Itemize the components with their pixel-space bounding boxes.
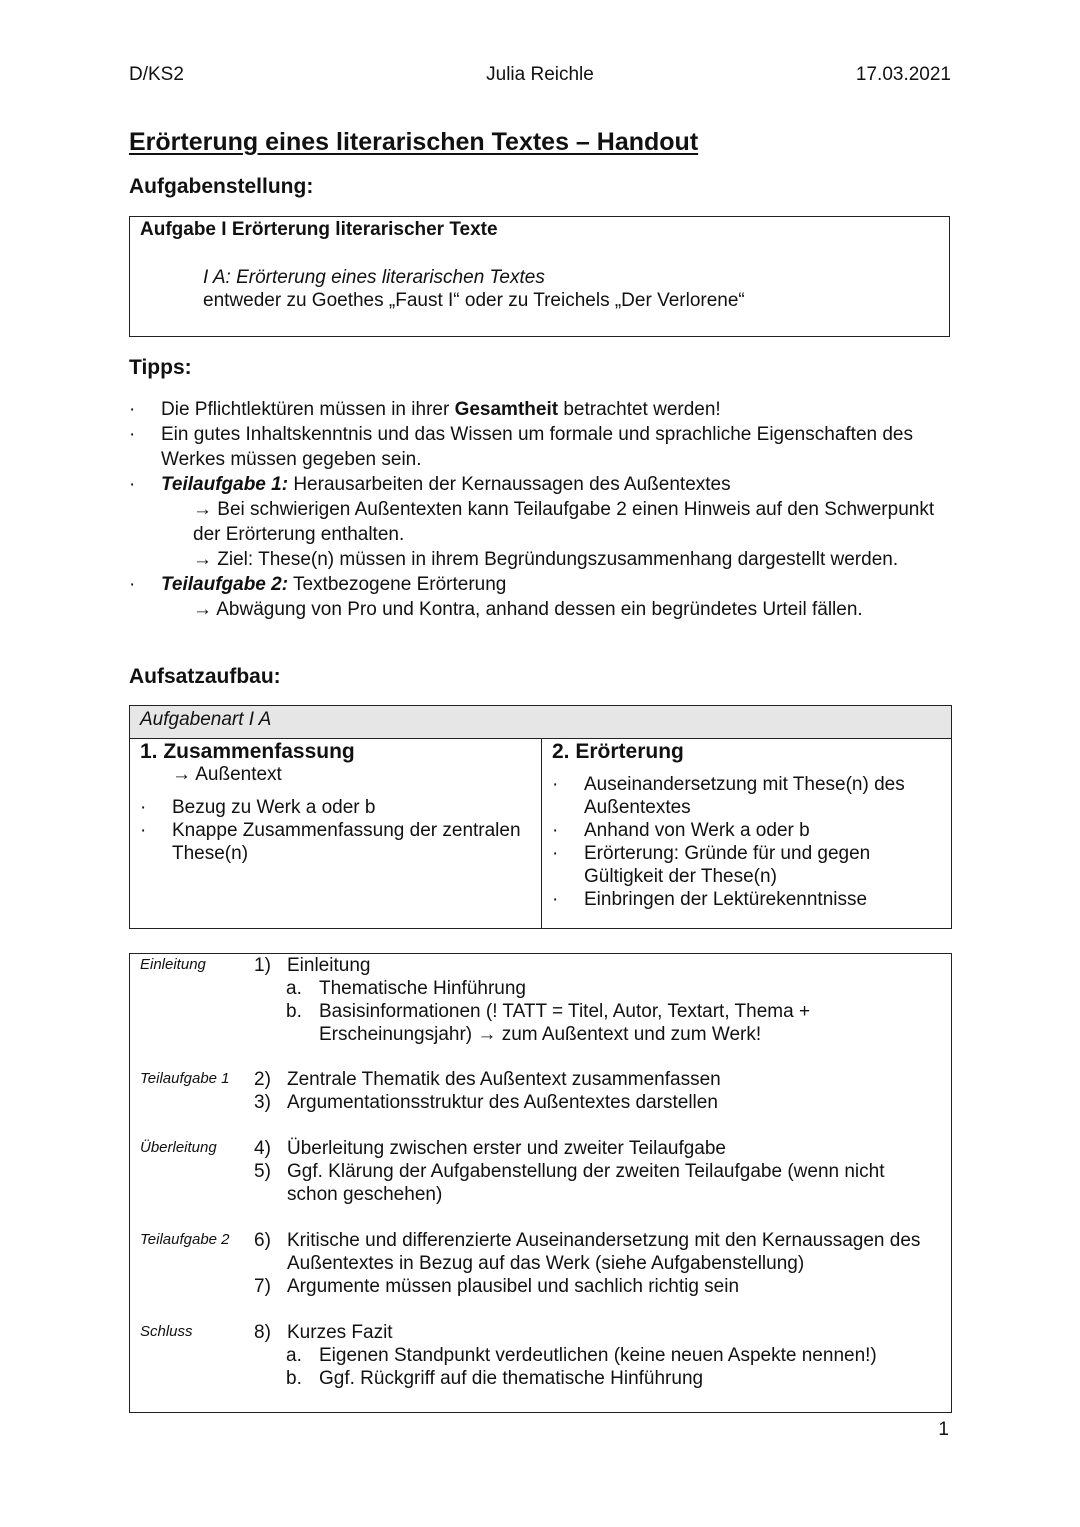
step-number: 4): [254, 1138, 271, 1159]
substep-text: Ggf. Rückgriff auf die thematische Hinführung: [319, 1368, 704, 1389]
substep-letter: b.: [286, 1368, 302, 1389]
bullet: ·: [552, 774, 559, 795]
eroerterung-item-text: Anhand von Werk a oder b: [584, 820, 810, 841]
tipp-4: [129, 572, 959, 622]
bullet: ·: [552, 843, 559, 864]
substep-letter: a.: [286, 1345, 302, 1366]
aufgabenstellung-heading: Aufgabenstellung:: [129, 175, 314, 198]
step-text: Einleitung: [287, 955, 371, 976]
step: [254, 954, 931, 977]
step-number: 2): [254, 1069, 271, 1090]
header-course: D/KS2: [129, 64, 184, 85]
step-text: Kritische und differenzierte Auseinandersetzung mit den Kernaussagen des Außentextes in Bezug auf das Werk (siehe Aufgabenstellung): [287, 1230, 921, 1274]
tipp-1-end: betrachtet werden!: [558, 399, 721, 420]
items-teilaufgabe-1: [254, 1068, 931, 1114]
items-ueberleitung: [254, 1137, 931, 1206]
tipps-heading: Tipps:: [129, 356, 192, 379]
substep: [254, 1000, 931, 1046]
tipp-1-text: Die Pflichtlektüren müssen in ihrer: [161, 399, 455, 420]
label-teilaufgabe-1: Teilaufgabe 1: [140, 1070, 230, 1087]
eroerterung-title: 2. Erörterung: [552, 740, 684, 763]
step-number: 6): [254, 1230, 271, 1251]
zusammenfassung-item-text: Bezug zu Werk a oder b: [172, 797, 376, 818]
eroerterung-column: [542, 738, 951, 928]
label-schluss: Schluss: [140, 1323, 193, 1340]
tipp-4-text: Textbezogene Erörterung: [288, 574, 507, 595]
substep: [254, 977, 931, 1000]
tipp-3-sub-1: → Bei schwierigen Außentexten kann Teilaufgabe 2 einen Hinweis auf den Schwerpunkt der Erörterung enthalten.: [193, 499, 935, 545]
document-title: Erörterung eines literarischen Textes – Handout: [129, 128, 699, 156]
step: [254, 1160, 931, 1206]
substep-text: Eigenen Standpunkt verdeutlichen (keine neuen Aspekte nennen!): [319, 1345, 877, 1366]
step-number: 5): [254, 1161, 271, 1182]
step: [254, 1321, 931, 1344]
eroerterung-item: [542, 888, 951, 911]
tipp-3-label: Teilaufgabe 1:: [161, 474, 289, 495]
zusammenfassung-item: [130, 796, 541, 819]
label-teilaufgabe-2: Teilaufgabe 2: [140, 1231, 230, 1248]
items-einleitung: [254, 954, 931, 1046]
step-text: Ggf. Klärung der Aufgabenstellung der zweiten Teilaufgabe (wenn nicht schon geschehen): [287, 1161, 885, 1205]
step: [254, 1137, 931, 1160]
tipp-3-sub-2: → Ziel: These(n) müssen in ihrem Begründungszusammenhang dargestellt werden.: [193, 549, 899, 570]
step: [254, 1275, 931, 1298]
step-number: 7): [254, 1276, 271, 1297]
tipp-3-text: Herausarbeiten der Kernaussagen des Außentextes: [288, 474, 731, 495]
bullet: ·: [129, 574, 136, 595]
aufgabe-box: [129, 216, 950, 337]
eroerterung-item-text: Erörterung: Gründe für und gegen Gültigkeit der These(n): [584, 843, 871, 887]
substep: [254, 1367, 931, 1390]
tipp-4-sub-1: → Abwägung von Pro und Kontra, anhand dessen ein begründetes Urteil fällen.: [193, 599, 863, 620]
items-schluss: [254, 1321, 931, 1390]
substep-text: Thematische Hinführung: [319, 978, 526, 999]
page-number: 1: [938, 1419, 949, 1440]
step: [254, 1068, 931, 1091]
tipps-list: [129, 397, 959, 622]
header-author: Julia Reichle: [486, 64, 594, 85]
step-text: Argumente müssen plausibel und sachlich richtig sein: [287, 1276, 740, 1297]
tipp-4-label: Teilaufgabe 2:: [161, 574, 289, 595]
step-text: Überleitung zwischen erster und zweiter Teilaufgabe: [287, 1138, 727, 1159]
eroerterung-item: [542, 819, 951, 842]
tipp-3: [129, 472, 959, 572]
substep-letter: b.: [286, 1001, 302, 1022]
aufgabe-line-1: I A: Erörterung eines literarischen Textes: [203, 267, 545, 288]
substep-text: Basisinformationen (! TATT = Titel, Autor, Textart, Thema + Erscheinungsjahr) → zum Außentext und zum Werk!: [319, 1001, 811, 1045]
step-text: Zentrale Thematik des Außentext zusammenfassen: [287, 1069, 721, 1090]
eroerterung-item: [542, 842, 951, 888]
zusammenfassung-title: 1. Zusammenfassung: [140, 740, 355, 763]
aufbau-table: [129, 705, 952, 929]
zusammenfassung-item: [130, 819, 541, 865]
aufgabe-line-2: entweder zu Goethes „Faust I“ oder zu Treichels „Der Verlorene“: [203, 290, 745, 311]
eroerterung-item-text: Auseinandersetzung mit These(n) des Außentextes: [584, 774, 905, 818]
label-ueberleitung: Überleitung: [140, 1139, 217, 1156]
label-einleitung: Einleitung: [140, 956, 206, 973]
step-number: 8): [254, 1322, 271, 1343]
bullet: ·: [140, 820, 147, 841]
aufbau-table-header: Aufgabenart I A: [130, 706, 951, 739]
tipp-2-text: Ein gutes Inhaltskenntnis und das Wissen um formale und sprachliche Eigenschaften des Werkes müssen gegeben sein.: [161, 424, 913, 470]
tipp-1-bold: Gesamtheit: [454, 399, 559, 420]
aufsatzaufbau-heading: Aufsatzaufbau:: [129, 665, 281, 688]
step-number: 3): [254, 1092, 271, 1113]
step-text: Kurzes Fazit: [287, 1322, 393, 1343]
tipp-2: [129, 422, 959, 472]
bullet: ·: [552, 889, 559, 910]
bullet: ·: [140, 797, 147, 818]
struktur-table: [129, 953, 952, 1413]
bullet: ·: [129, 399, 136, 420]
substep: [254, 1344, 931, 1367]
bullet: ·: [129, 424, 136, 445]
substep-letter: a.: [286, 978, 302, 999]
eroerterung-item-text: Einbringen der Lektürekenntnisse: [584, 889, 868, 910]
zusammenfassung-column: [130, 738, 542, 928]
aufgabe-box-title: Aufgabe I Erörterung literarischer Texte: [140, 219, 498, 240]
header-date: 17.03.2021: [855, 64, 951, 85]
eroerterung-item: [542, 773, 951, 819]
zusammenfassung-item-text: Knappe Zusammenfassung der zentralen These(n): [172, 820, 521, 864]
step-text: Argumentationsstruktur des Außentextes darstellen: [287, 1092, 718, 1113]
step: [254, 1229, 931, 1275]
zusammenfassung-arrow: → Außentext: [172, 764, 282, 785]
step: [254, 1091, 931, 1114]
tipp-1: [129, 397, 959, 422]
bullet: ·: [129, 474, 136, 495]
bullet: ·: [552, 820, 559, 841]
items-teilaufgabe-2: [254, 1229, 931, 1298]
step-number: 1): [254, 955, 271, 976]
